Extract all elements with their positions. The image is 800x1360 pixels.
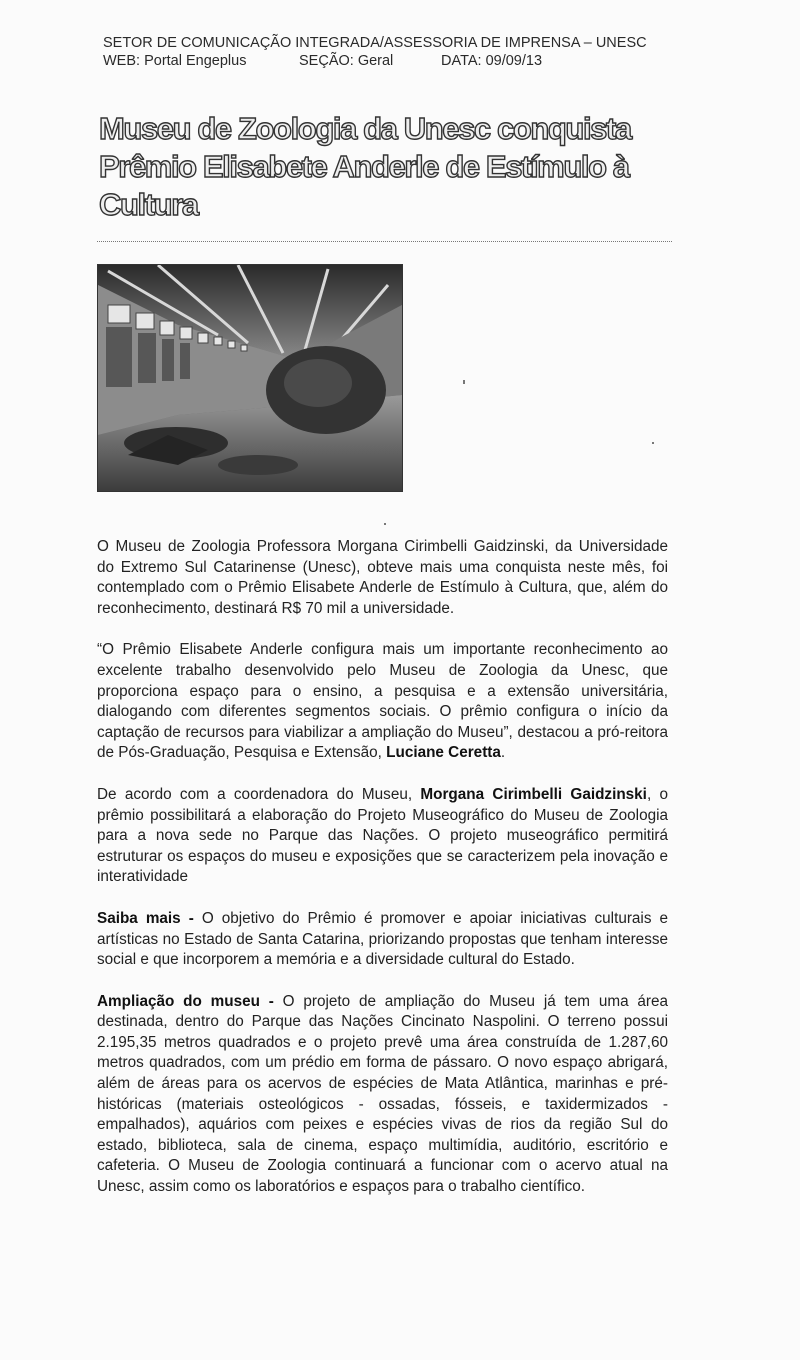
scan-speck [463, 380, 465, 384]
scan-speck [384, 523, 386, 525]
quote-text: “O Prêmio Elisabete Anderle configura mais um importante reconhecimento ao excelente trabalho desenvolvido pelo Museu de Zoologia da Unesc, que proporciona espaço para o ensino, a pesquisa e a extensão universitária, dialogando com diferentes segmentos sociais. O prêmio configura o início da captação de recursos para viabilizar a ampliação do Museu”, destacou a pró-reitora de Pós-Graduação, Pesquisa e Extensão, [97, 641, 668, 762]
ampliacao-label: Ampliação do museu - [97, 992, 274, 1010]
museum-photo [97, 264, 403, 492]
paragraph-ampliacao [97, 992, 668, 1198]
paragraph-intro: O Museu de Zoologia Professora Morgana Cirimbelli Gaidzinski, da Universidade do Extremo Sul Catarinense (Unesc), obteve mais uma conquista neste mês, foi contemplado com o Prêmio Elisabete Anderle de Estímulo à Cultura, que, além do reconhecimento, destinará R$ 70 mil a universidade. [97, 538, 668, 617]
press-header [103, 34, 647, 70]
coordinator-text: , o prêmio possibilitará a elaboração do Projeto Museográfico do Museu de Zoologia para a nova sede no Parque das Nações. O projeto museográfico permitirá estruturar os espaços do museu e exposições que se caracterizem pela inovação e interatividade [97, 785, 668, 886]
coordinator-intro: De acordo com a coordenadora do Museu, [97, 785, 413, 803]
paragraph-quote [97, 640, 668, 764]
title-divider [97, 241, 672, 242]
paragraph-saiba-mais [97, 909, 668, 971]
article-title: Museu de Zoologia da Unesc conquista Prêmio Elisabete Anderle de Estímulo à Cultura [99, 111, 631, 222]
quote-author: Luciane Ceretta [386, 744, 501, 762]
coordinator-name: Morgana Cirimbelli Gaidzinski [420, 785, 647, 803]
scan-speck [652, 442, 654, 444]
quote-end: . [500, 744, 506, 762]
saiba-mais-label: Saiba mais - [97, 909, 194, 927]
header-date: DATA: 09/09/13 [441, 53, 543, 69]
header-department: SETOR DE COMUNICAÇÃO INTEGRADA/ASSESSORIA DE IMPRENSA – UNESC [103, 35, 647, 51]
paragraph-coordinator [97, 785, 668, 888]
ampliacao-text: O projeto de ampliação do Museu já tem uma área destinada, dentro do Parque das Nações Cincinato Naspolini. O terreno possui 2.195,35 metros quadrados e o projeto prevê uma área construída de 1.287,60 metros quadrados, com um prédio em forma de pássaro. O novo espaço abrigará, além de áreas para os acervos de espécies de Mata Atlântica, marinhas e pré-históricas (materiais osteológicos - ossadas, fósseis, e taxidermizados - empalhados), aquários com peixes e espécies vivas de rios da região Sul do estado, biblioteca, sala de cinema, espaço multimídia, auditório, escritório e cafeteria. O Museu de Zoologia continuará a funcionar com o acervo atual na Unesc, assim como os laboratórios e espaços para o trabalho científico. [97, 992, 669, 1196]
article-body [97, 537, 668, 1219]
saiba-mais-text: O objetivo do Prêmio é promover e apoiar iniciativas culturais e artísticas no Estado de Santa Catarina, priorizando propostas que tenham interesse social e que incorporem a memória e a diversidade cultural do Estado. [97, 909, 668, 969]
header-section: SEÇÃO: Geral [299, 53, 394, 69]
header-web: WEB: Portal Engeplus [103, 53, 247, 69]
header-meta [103, 52, 647, 70]
